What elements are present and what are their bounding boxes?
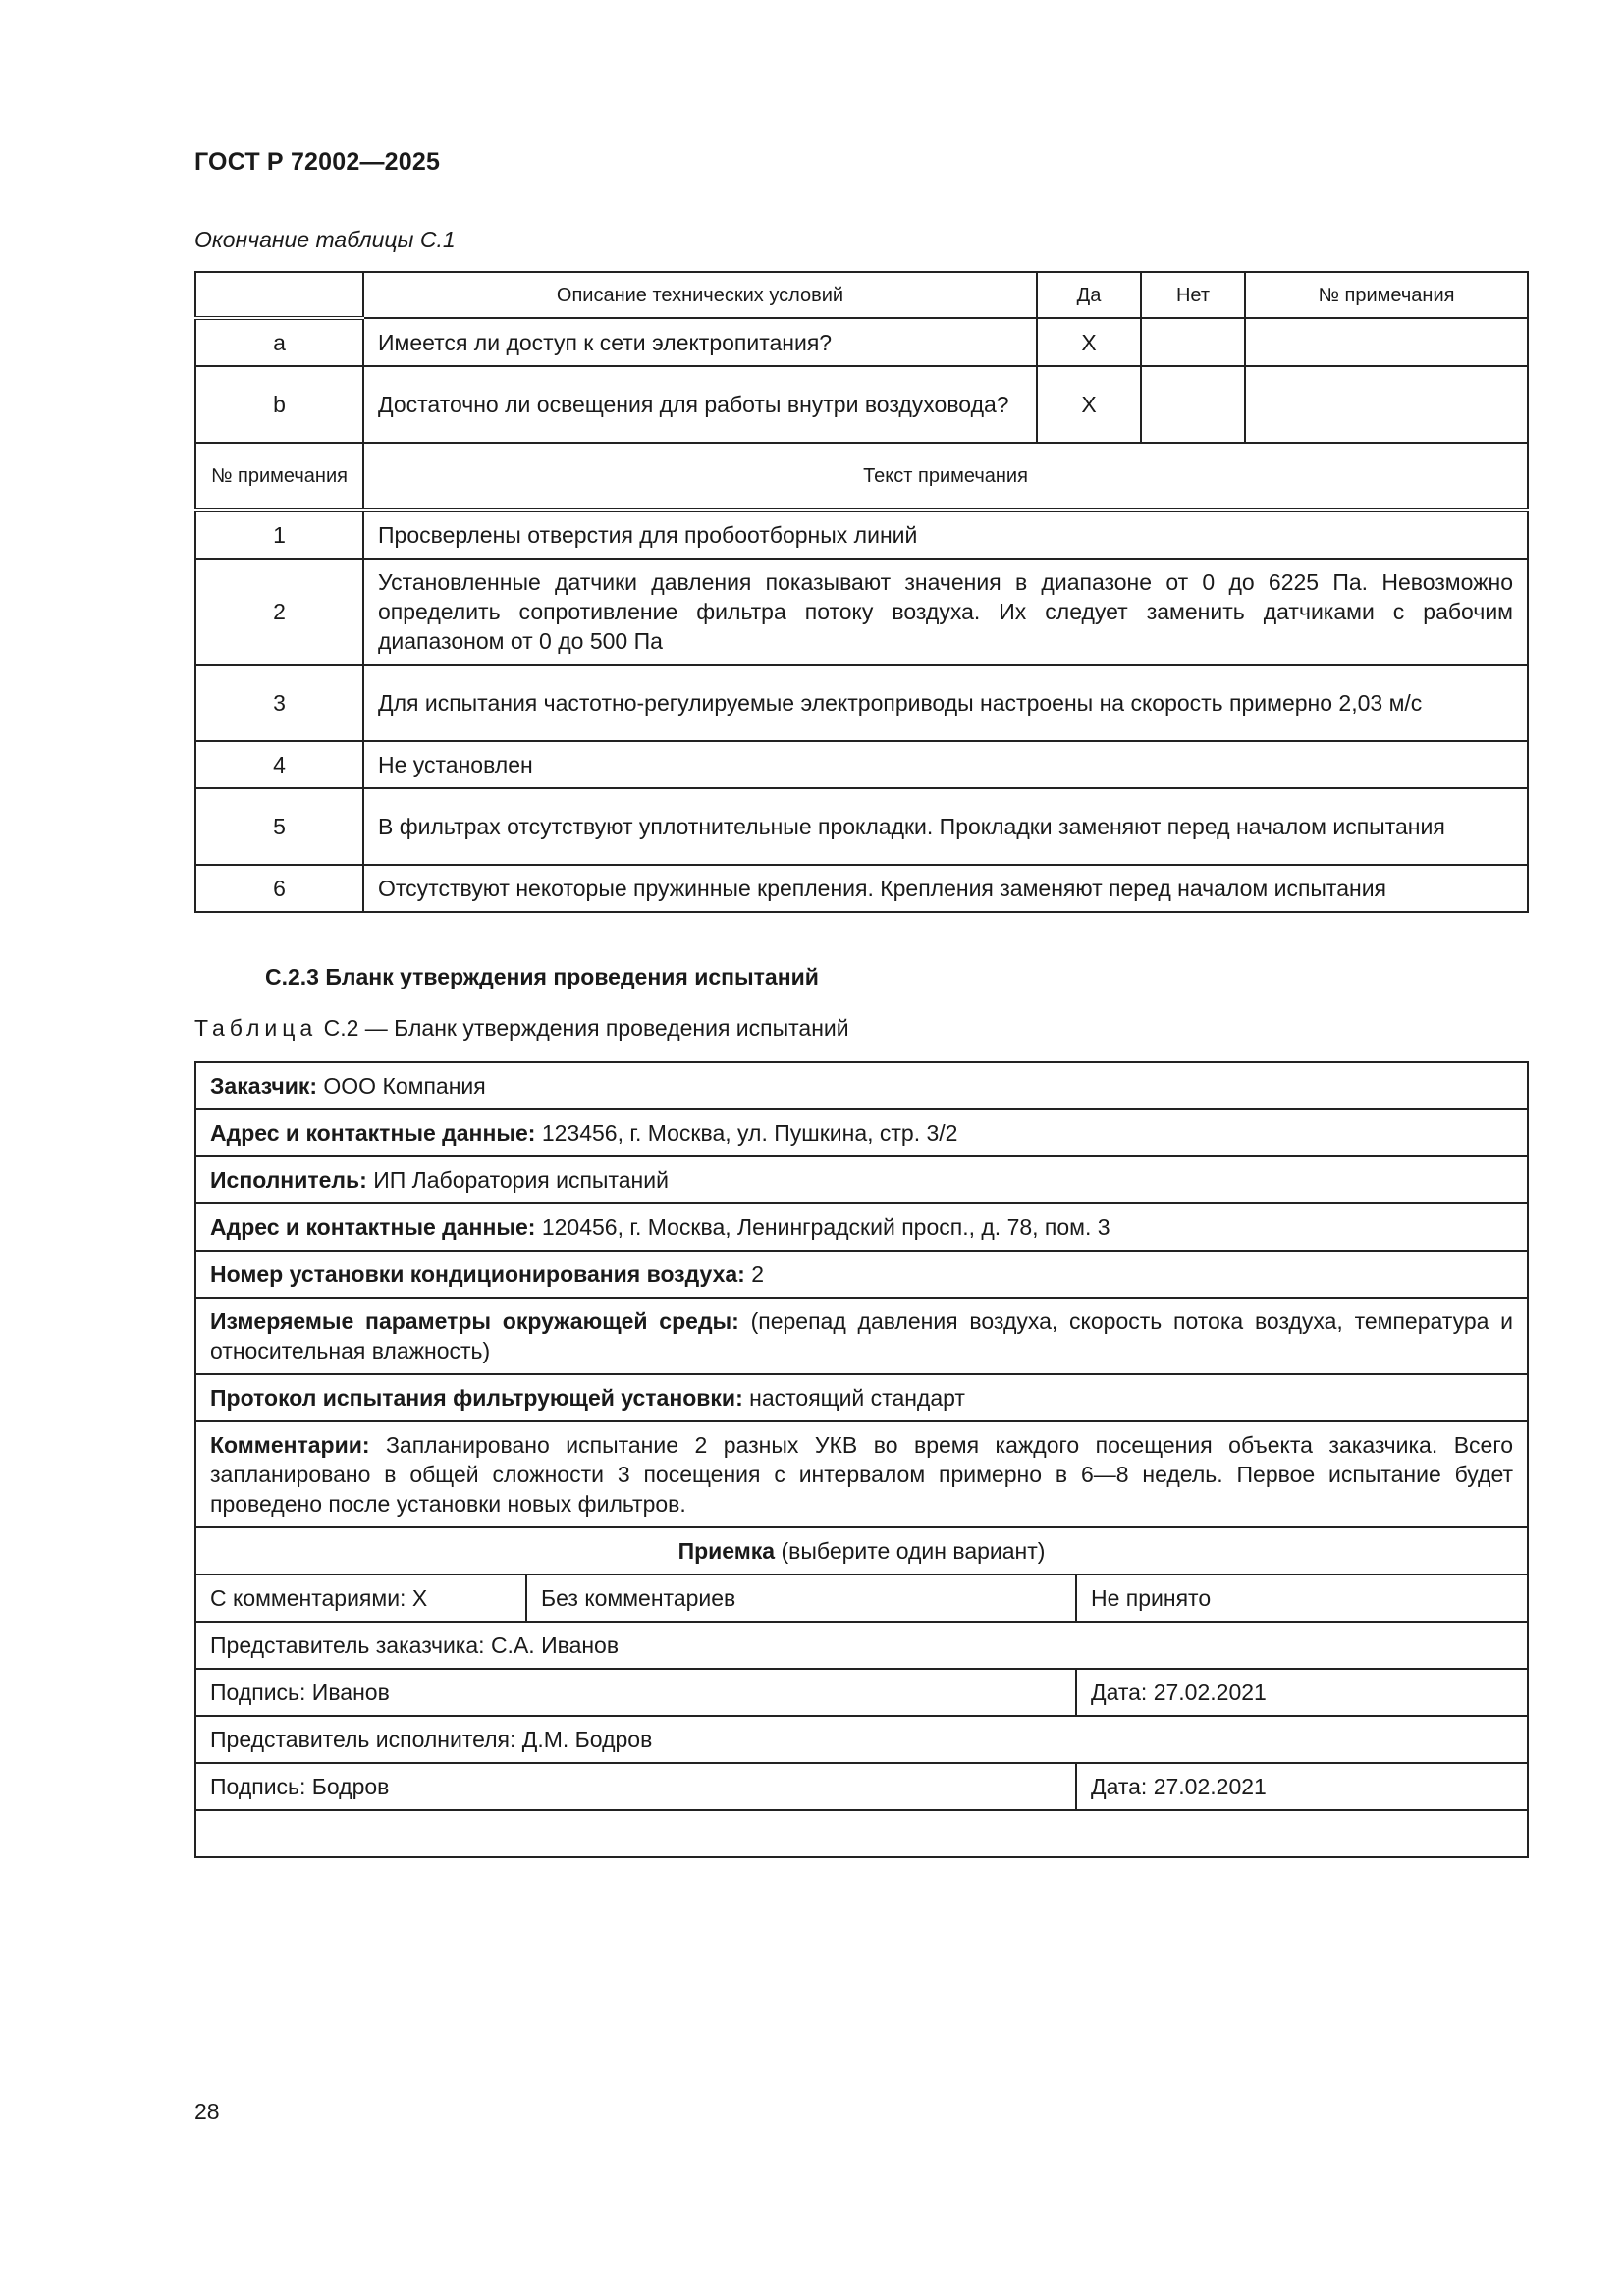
note-number: 1: [195, 510, 363, 559]
column-header-yes: Да: [1037, 272, 1141, 318]
option-with-comments: С комментариями: X: [195, 1575, 526, 1622]
table-row: [195, 366, 1528, 443]
customer-representative: Представитель заказчика: С.А. Иванов: [195, 1622, 1528, 1669]
form-row-acceptance: [195, 1527, 1528, 1575]
field-value: 120456, г. Москва, Ленинградский просп., д. 78, пом. 3: [535, 1214, 1110, 1240]
note-row: [195, 665, 1528, 741]
field-value: (перепад давления воздуха, скорость потока воздуха, температура и относительная влажность): [210, 1308, 1514, 1363]
acceptance-header: [195, 1527, 1528, 1575]
form-row-protocol: [195, 1374, 1528, 1421]
table-c1-header-row: [195, 272, 1528, 318]
contractor-representative: Представитель исполнителя: Д.М. Бодров: [195, 1716, 1528, 1763]
table-c2-caption: [194, 1015, 849, 1041]
form-row-customer-sign: [195, 1669, 1528, 1716]
row-id: b: [195, 366, 363, 443]
note-number: 5: [195, 788, 363, 865]
empty-cell: [195, 1810, 1528, 1857]
customer-field: [195, 1062, 1528, 1109]
note-number: 6: [195, 865, 363, 912]
form-row-contractor-sign: [195, 1763, 1528, 1810]
form-row-contractor-rep: [195, 1716, 1528, 1763]
document-id: ГОСТ Р 72002—2025: [194, 148, 441, 176]
note-text: Просверлены отверстия для пробоотборных линий: [363, 510, 1528, 559]
row-description: Имеется ли доступ к сети электропитания?: [363, 318, 1037, 366]
row-note: [1245, 318, 1528, 366]
protocol-field: [195, 1374, 1528, 1421]
field-label: Протокол испытания фильтрующей установки:: [210, 1385, 743, 1411]
notes-header-text: Текст примечания: [363, 443, 1528, 510]
note-number: 2: [195, 559, 363, 665]
row-description: Достаточно ли освещения для работы внутри воздуховода?: [363, 366, 1037, 443]
note-number: 4: [195, 741, 363, 788]
column-header-no: Нет: [1141, 272, 1245, 318]
form-row-options: [195, 1575, 1528, 1622]
section-title: С.2.3 Бланк утверждения проведения испытаний: [265, 964, 819, 989]
notes-header-number: № примечания: [195, 443, 363, 510]
acceptance-label: Приемка: [677, 1538, 776, 1564]
field-value: 2: [744, 1261, 764, 1287]
form-row-parameters: [195, 1298, 1528, 1374]
column-header-description: Описание технических условий: [363, 272, 1037, 318]
comments-field: [195, 1421, 1528, 1527]
form-row-customer-address: [195, 1109, 1528, 1156]
contractor-date: Дата: 27.02.2021: [1076, 1763, 1528, 1810]
unit-number-field: [195, 1251, 1528, 1298]
field-value: ИП Лаборатория испытаний: [366, 1167, 669, 1193]
field-label: Измеряемые параметры окружающей среды:: [210, 1308, 739, 1334]
row-id: a: [195, 318, 363, 366]
note-text: Отсутствуют некоторые пружинные крепления. Крепления заменяют перед началом испытания: [363, 865, 1528, 912]
acceptance-hint: (выберите один вариант): [775, 1538, 1046, 1564]
note-text: Установленные датчики давления показывают значения в диапазоне от 0 до 6225 Па. Невозможно определить сопротивление фильтра потоку воздуха. Их следует заменить датчиками с рабочим диапазоном от 0 до 500 Па: [363, 559, 1528, 665]
field-value: ООО Компания: [317, 1073, 486, 1098]
table-c1-caption: Окончание таблицы С.1: [194, 227, 456, 252]
note-row: [195, 788, 1528, 865]
table-c2-caption-text: С.2 — Бланк утверждения проведения испытаний: [317, 1015, 849, 1041]
field-label: Номер установки кондиционирования воздуха:: [210, 1261, 745, 1287]
option-without-comments: Без комментариев: [526, 1575, 1076, 1622]
note-number: 3: [195, 665, 363, 741]
field-label: Комментарии:: [210, 1432, 370, 1458]
table-c2: [194, 1061, 1529, 1858]
customer-date: Дата: 27.02.2021: [1076, 1669, 1528, 1716]
note-text: В фильтрах отсутствуют уплотнительные прокладки. Прокладки заменяют перед началом испытания: [363, 788, 1528, 865]
form-row-empty: [195, 1810, 1528, 1857]
table-c1: [194, 271, 1529, 913]
field-label: Заказчик:: [210, 1073, 318, 1098]
contractor-field: [195, 1156, 1528, 1203]
field-value: 123456, г. Москва, ул. Пушкина, стр. 3/2: [535, 1120, 958, 1146]
row-no: [1141, 366, 1245, 443]
table-c2-caption-prefix: Таблица: [194, 1015, 318, 1041]
field-label: Исполнитель:: [210, 1167, 367, 1193]
row-yes: X: [1037, 318, 1141, 366]
field-value: настоящий стандарт: [742, 1385, 965, 1411]
note-row: [195, 865, 1528, 912]
note-row: [195, 510, 1528, 559]
row-no: [1141, 318, 1245, 366]
form-row-customer-rep: [195, 1622, 1528, 1669]
table-row: [195, 318, 1528, 366]
field-label: Адрес и контактные данные:: [210, 1214, 536, 1240]
field-label: Адрес и контактные данные:: [210, 1120, 536, 1146]
form-row-contractor-address: [195, 1203, 1528, 1251]
parameters-field: [195, 1298, 1528, 1374]
note-row: [195, 741, 1528, 788]
note-text: Не установлен: [363, 741, 1528, 788]
page-number: 28: [194, 2099, 220, 2124]
contractor-signature: Подпись: Бодров: [195, 1763, 1076, 1810]
notes-header-row: [195, 443, 1528, 510]
option-rejected: Не принято: [1076, 1575, 1528, 1622]
note-text: Для испытания частотно-регулируемые электроприводы настроены на скорость примерно 2,03 м/с: [363, 665, 1528, 741]
form-row-unit-number: [195, 1251, 1528, 1298]
note-row: [195, 559, 1528, 665]
column-header-id: [195, 272, 363, 318]
customer-address-field: [195, 1109, 1528, 1156]
row-yes: X: [1037, 366, 1141, 443]
customer-signature: Подпись: Иванов: [195, 1669, 1076, 1716]
row-note: [1245, 366, 1528, 443]
form-row-comments: [195, 1421, 1528, 1527]
column-header-note: № примечания: [1245, 272, 1528, 318]
contractor-address-field: [195, 1203, 1528, 1251]
form-row-contractor: [195, 1156, 1528, 1203]
field-value: Запланировано испытание 2 разных УКВ во время каждого посещения объекта заказчика. Всего запланировано в общей сложности 3 посещения с интервалом примерно в 6—8 недель. Первое испытание будет проведено после установки новых фильтров.: [210, 1432, 1514, 1517]
form-row-customer: [195, 1062, 1528, 1109]
